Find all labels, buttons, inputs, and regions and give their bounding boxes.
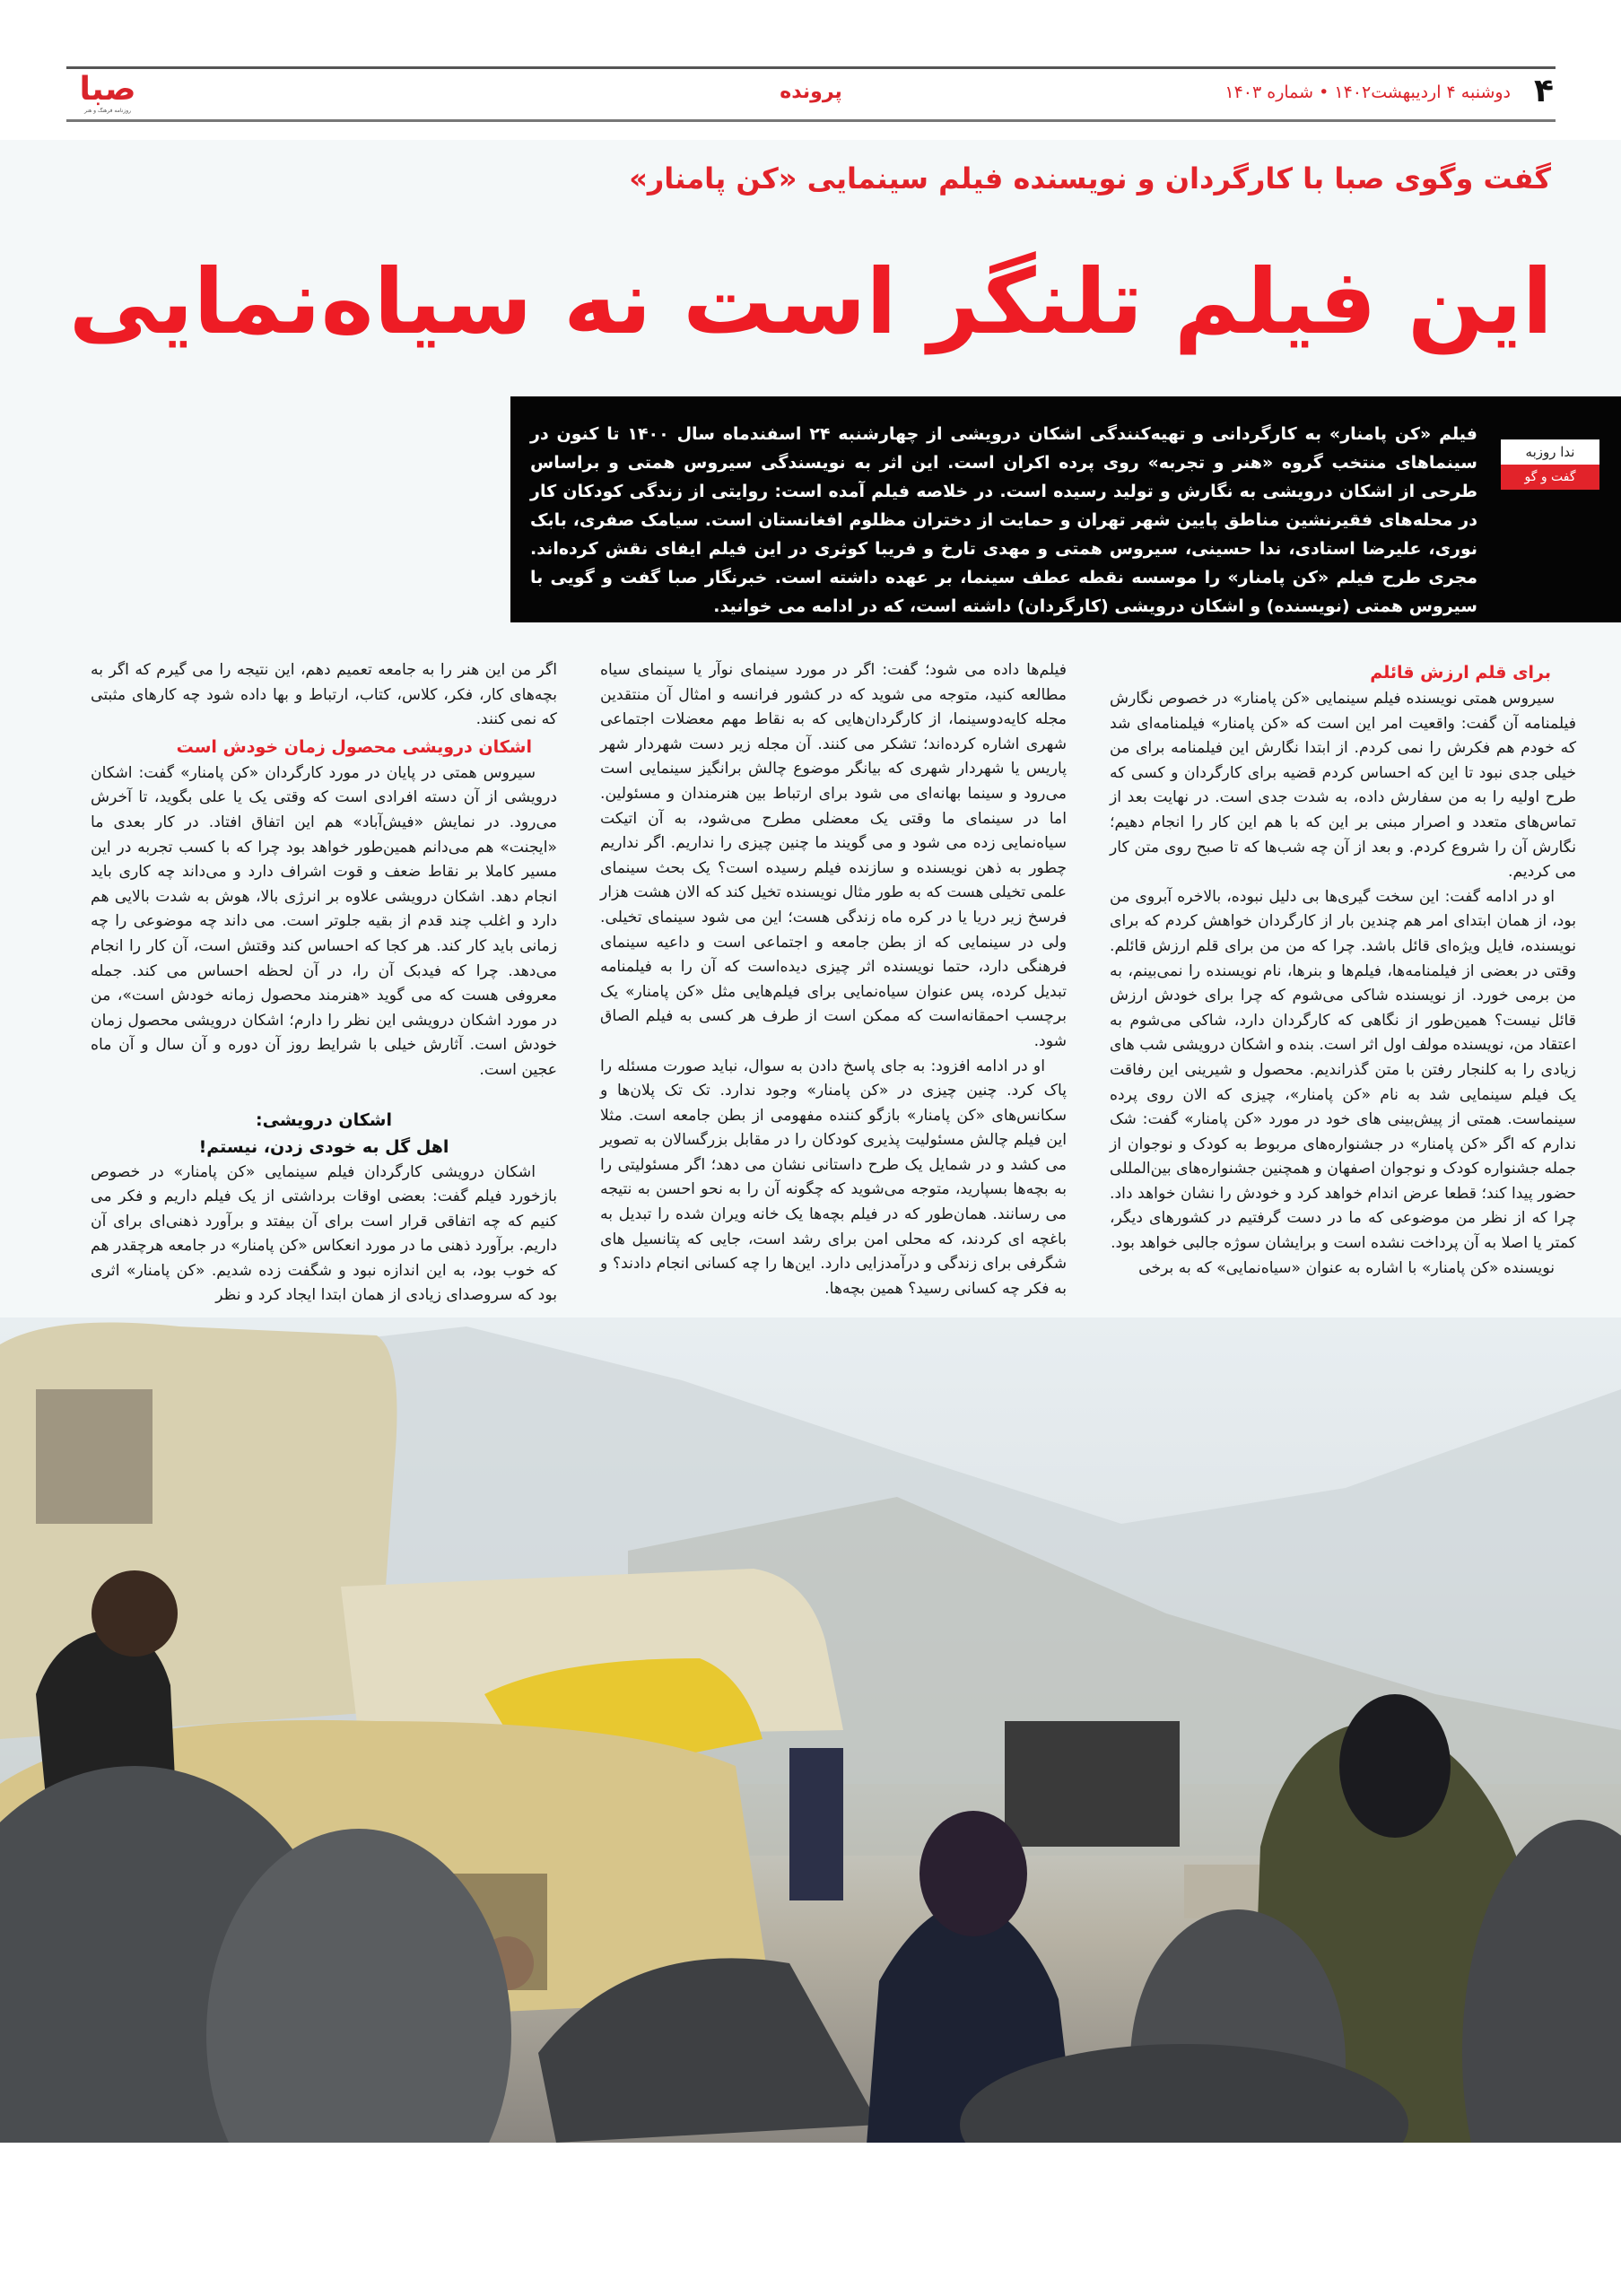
column-left (91, 658, 557, 1309)
logo-subtitle: روزنامه فرهنگ و هنر (83, 108, 132, 114)
lead-box (510, 396, 1621, 622)
masthead (66, 66, 1556, 122)
subhead-pen-value: برای قلم ارزش قائلم (1370, 663, 1551, 683)
paragraph: فیلم‌ها داده می شود؛ گفت: اگر در مورد سینمای نوآر یا سینمای سیاه مطالعه کنید، متوجه می شوید که در کشور فرانسه و امثال آن منتقدین مجله کایه‌دوسینما، از کارگردان‌هایی که به نقاط مهم معضلات اجتماعی شهری اشاره کرده‌اند؛ تشکر می کنند. آن مجله زیر دست شهردار شهر پاریس یا شهردار شهری که بیانگر موضوع چالش برانگیز سینمایی است می‌رود و سینما بهانه‌ای می شود برای ارتباط بین هنرمندان و مسئولین. اما در سینمای ما وقتی یک معضلی مطرح می‌شود، به آن اتیکت سیاه‌نمایی زده می شود و می گویند ما چنین چیزی را نداریم. اگر نداریم چطور به ذهن نویسنده و سازنده فیلم رسیده است؟ یک بحث سینمای علمی تخیلی هست که به طور مثال نویسنده تخیل کند که الان هشت هزار فرسخ زیر دریا یا در کره ماه زندگی هست؛ این می شود سینمای تخیلی. ولی در سینمایی که از بطن جامعه و اجتماعی است و داعیه سینمای فرهنگی دارد، حتما نویسنده اثر چیزی دیده‌است که آن را به فیلمنامه تبدیل کرده، پس عنوان سیاه‌نمایی برای فیلم‌هایی مثل «کن پامنار» یک برچسب احمقانه‌است که ممکن است از طرف هر کسی به فیلم الصاق شود. (600, 661, 1067, 1050)
paragraph: سیروس همتی در پایان در مورد کارگردان «کن پامنار» گفت: اشکان درویشی از آن دسته افرادی است که وقتی یک یا علی بگوید، تا آخرش می‌رود. در نمایش «فیش‌آباد» هم این اتفاق افتاد. در کار بعدی ما «ایجنت» هم می‌دانم همین‌طور خواهد بود چرا که با کسب تجربه در این مسیر کاملا بر نقاط ضعف و قوت اشراف دارد و می‌داند چه کاری باید انجام دهد. اشکان درویشی علاوه بر انرژی بالا، هوش به شدت بالایی هم دارد و اغلب چند قدم از بقیه جلوتر است. می داند چه موضوعی را چه زمانی باید کار کند. هر کجا که احساس کند وقتش است، آن کار را انجام می‌دهد. چرا که فیدبک آن را، در آن لحظه احساس می کند. جمله معروفی هست که می گوید «هنرمند محصول زمانه خودش است»، من در مورد اشکان درویشی این نظر را دارم؛ اشکان درویشی محصول زمان خودش است. آثارش خیلی با شرایط روز آن دوره و آن سال و آن ماه عجین است. (91, 763, 557, 1079)
byline (1501, 439, 1599, 490)
man-standing (789, 1748, 843, 1900)
paragraph: نویسنده «کن پامنار» با اشاره به عنوان «سیاه‌نمایی» که به برخی (1138, 1258, 1555, 1277)
interview-subhead-quote: اهل گل به خودی زدن، نیستم! (198, 1136, 449, 1157)
film-still-illustration (0, 1318, 1621, 2143)
billboard (1005, 1721, 1180, 1847)
byline-author: ندا روزبه (1501, 439, 1599, 465)
column-middle (600, 658, 1067, 1301)
page-number: ۴ (1534, 73, 1554, 109)
issue-info: دوشنبه ۴ اردیبهشت۱۴۰۲ • شماره ۱۴۰۳ (1224, 83, 1511, 102)
byline-type: گفت و گو (1501, 465, 1599, 490)
paragraph: اشکان درویشی کارگردان فیلم سینمایی «کن پامنار» در خصوص بازخورد فیلم گفت: بعضی اوقات برداشتی از یک فیلم داریم و فکر می کنیم که چه اتفاقی قرار است برای آن بیفتد و برآورد ذهنی‌ای برای آن داریم. برآورد ذهنی ما در مورد انعکاس «کن پامنار» در جامعه هرچقدر هم که خوب بود، به این اندازه نبود و شگفت زده شدیم. «کن پامنار» اثری بود که سروصدای زیادی از همان ابتدا ایجاد کرد و نظر (91, 1162, 557, 1305)
paragraph: او در ادامه گفت: این سخت گیری‌ها بی دلیل نبوده، بالاخره آبروی من بود، از همان ابتدای امر هم چندین بار از کارگردان خواهش کردم که برای نویسنده، فایل ویژه‌ای قائل باشد. چرا که من من برای قلم ارزش قائلم. وقتی در بعضی از فیلمنامه‌ها، فیلم‌ها و بنرها، نام نویسنده را نمی‌بینم، به من برمی خورد. از نویسنده شاکی می‌شوم که چرا برای خودش ارزش قائل نیست؟ همین‌طور از نگاهی که کارگردان دارد، شاکی می‌شوم به اعتقاد من، نویسنده مولف اول اثر است. بنده و اشکان درویشی شب های زیادی را به کلنجار رفتن با متن گذراندیم. محصول و شیرینی این رفاقت یک فیلم سینمایی شد به نام «کن پامنار»، چیزی که الان روی پرده سینماست. همتی از پیش‌بینی های خود در مورد «کن پامنار» گفت: شک ندارم که اگر «کن پامنار» در جشنواره‌های مربوط به کودک و نوجوان از جمله جشنواره کودک و نوجوان اصفهان و همچنین جشنواره‌های بین‌المللی حضور پیدا کند؛ قطعا عرض اندام خواهد کرد و خودش را نشان خواهد داد. چرا که از نظر من موضوعی که ما در دست گرفتیم در کشورهای دیگر، کمتر یا اصلا به آن پرداخت نشده است و برایشان سوژه جالبی خواهد بود. (1110, 887, 1576, 1253)
article-headline: این فیلم تلنگر است نه سیاه‌نمایی (68, 249, 1553, 354)
interview-subhead-name: اشکان درویشی: (256, 1109, 392, 1130)
article-columns (0, 622, 1621, 1318)
article-area (0, 140, 1621, 1318)
newspaper-logo[interactable] (66, 72, 149, 118)
paragraph: اگر من این هنر را به جامعه تعمیم دهم، این نتیجه را می گیرم که اگر به بچه‌های کار، فکر، کلاس، کتاب، ارتباط و بها داده شود چه کارهای مثبتی که نمی کنند. (91, 661, 557, 729)
logo-text: صبا (79, 71, 136, 108)
section-label[interactable]: پرونده (780, 81, 842, 103)
bus-window (36, 1389, 153, 1524)
woman-headscarf (1339, 1694, 1451, 1838)
paragraph: سیروس همتی نویسنده فیلم سینمایی «کن پامنار» در خصوص نگارش فیلمنامه آن گفت: واقعیت امر این است که «کن پامنار» فیلمنامه‌ای شد که خودم هم فکرش را نمی کردم. از ابتدا نگارش این فیلمنامه برای من خیلی جدی نبود تا این که احساس کردم قضیه برای کارگردان و کسی که طرح اولیه را به من سفارش داده، به شدت جدی است. در نهایت بعد از تماس‌های متعدد و اصرار مبنی بر این که با هم این کار را انجام دهیم؛ نگارش آن را شروع کردم. و بعد از آن چه شب‌ها که تا صبح روی متن کار می کردیم. (1110, 690, 1576, 882)
spacer (91, 1083, 557, 1107)
paragraph: او در ادامه افزود: به جای پاسخ دادن به سوال، نباید صورت مسئله را پاک کرد. چنین چیزی در «کن پامنار» وجود ندارد. تک تک پلان‌ها و سکانس‌های «کن پامنار» بازگو کننده مفهومی از بطن جامعه است. مثلا این فیلم چالش مسئولیت پذیری کودکان را در مقابل بزرگسالان به تصویر می کشد و در شمایل یک طرح داستانی نشان می دهد؛ اگر مسئولیتی را به بچه‌ها بسپارید، متوجه می‌شوید که چگونه آن را به نحو احسن به نتیجه می رسانند. همان‌طور که در فیلم بچه‌ها یک خانه ویران شده را تبدیل به باغچه ای کردند، که محلی امن برای رشد است، جایی که پتانسیل های شگرفی برای زندگی و درآمدزایی دارد. این‌ها را چه کسانی انجام دادند؟ و به فکر چه کسانی رسید؟ همین بچه‌ها. (600, 1057, 1067, 1298)
lead-paragraph: فیلم «کن پامنار» به کارگردانی و تهیه‌کنندگی اشکان درویشی از چهارشنبه ۲۴ اسفندماه سال ۱۴۰۰ تا کنون در سینماهای منتخب گروه «هنر و تجربه» روی پرده اکران است. این اثر به نویسندگی سیروس همتی و براساس طرحی از اشکان درویشی به نگارش و تولید رسیده است. در خلاصه فیلم آمده است: روایتی از زندگی کودکان کار در محله‌های فقیرنشین مناطق پایین شهر تهران و حمایت از دختران مظلوم افغانستان است. سیامک صفری، بابک نوری، علیرضا استادی، ندا حسینی، سیروس همتی و مهدی تارخ و فریبا کوثری در این فیلم ایفای نقش کرده‌اند. مجری طرح فیلم «کن پامنار» را موسسه نقطه عطف سینما، بر عهده داشته است. خبرنگار صبا گفت و گویی با سیروس همتی (نویسنده) و اشکان درویشی (کارگردان) داشته است، که در ادامه می خوانید. (530, 424, 1477, 616)
film-still-photo (0, 1318, 1621, 2143)
boy-hair (92, 1570, 178, 1657)
girl-headscarf (919, 1811, 1027, 1936)
subhead-darvishi-product: اشکان درویشی محصول زمان خودش است (176, 736, 532, 757)
article-kicker: گفت وگوی صبا با کارگردان و نویسنده فیلم سینمایی «کن پامنار» (629, 161, 1551, 196)
column-right (1110, 658, 1576, 1281)
masthead-area (0, 0, 1621, 140)
